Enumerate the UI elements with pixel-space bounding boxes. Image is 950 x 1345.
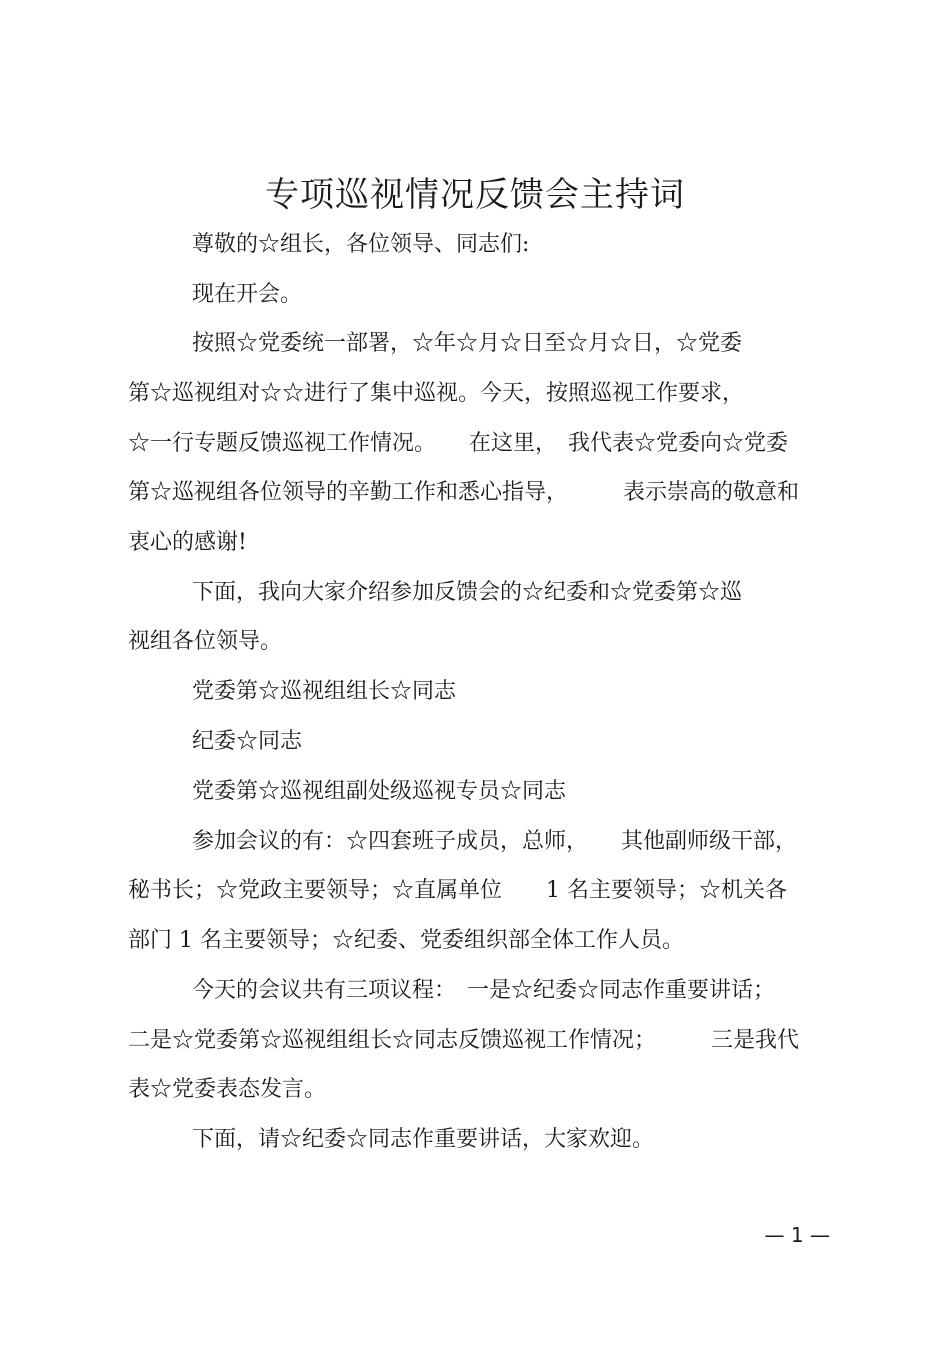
text-line: 秘书长；☆党政主要领导；☆直属单位 1 名主要领导；☆机关各 [128,878,787,903]
document-title: 专项巡视情况反馈会主持词 [265,175,685,215]
text-line: 纪委☆同志 [192,729,303,754]
text-line: 二是☆党委第☆巡视组组长☆同志反馈巡视工作情况； 三是我代 [128,1028,800,1053]
text-line: 衷心的感谢! [128,530,247,555]
text-line: 尊敬的☆组长，各位领导、同志们: [192,232,530,257]
text-line: 党委第☆巡视组组长☆同志 [192,679,457,704]
text-line: ☆一行专题反馈巡视工作情况。 在这里， 我代表☆党委向☆党委 [128,431,789,456]
text-line: 现在开会。 [192,282,303,307]
text-line: 今天的会议共有三项议程： 一是☆纪委☆同志作重要讲话； [192,978,776,1003]
text-line: 参加会议的有：☆四套班子成员，总师， 其他副师级干部， [192,829,798,854]
page-number: — 1 — [764,1223,830,1247]
text-line: 按照☆党委统一部署，☆年☆月☆日至☆月☆日，☆党委 [192,331,743,356]
text-line: 第☆巡视组对☆☆进行了集中巡视。今天，按照巡视工作要求， [128,381,745,406]
text-line: 党委第☆巡视组副处级巡视专员☆同志 [192,779,567,804]
text-line: 下面，我向大家介绍参加反馈会的☆纪委和☆党委第☆巡 [192,580,743,605]
text-line: 表☆党委表态发言。 [128,1077,327,1102]
text-line: 第☆巡视组各位领导的辛勤工作和悉心指导， 表示崇高的敬意和 [128,480,800,505]
text-line: 部门 1 名主要领导；☆纪委、党委组织部全体工作人员。 [128,928,684,953]
text-line: 视组各位领导。 [128,629,283,654]
text-line: 下面，请☆纪委☆同志作重要讲话，大家欢迎。 [192,1127,655,1152]
